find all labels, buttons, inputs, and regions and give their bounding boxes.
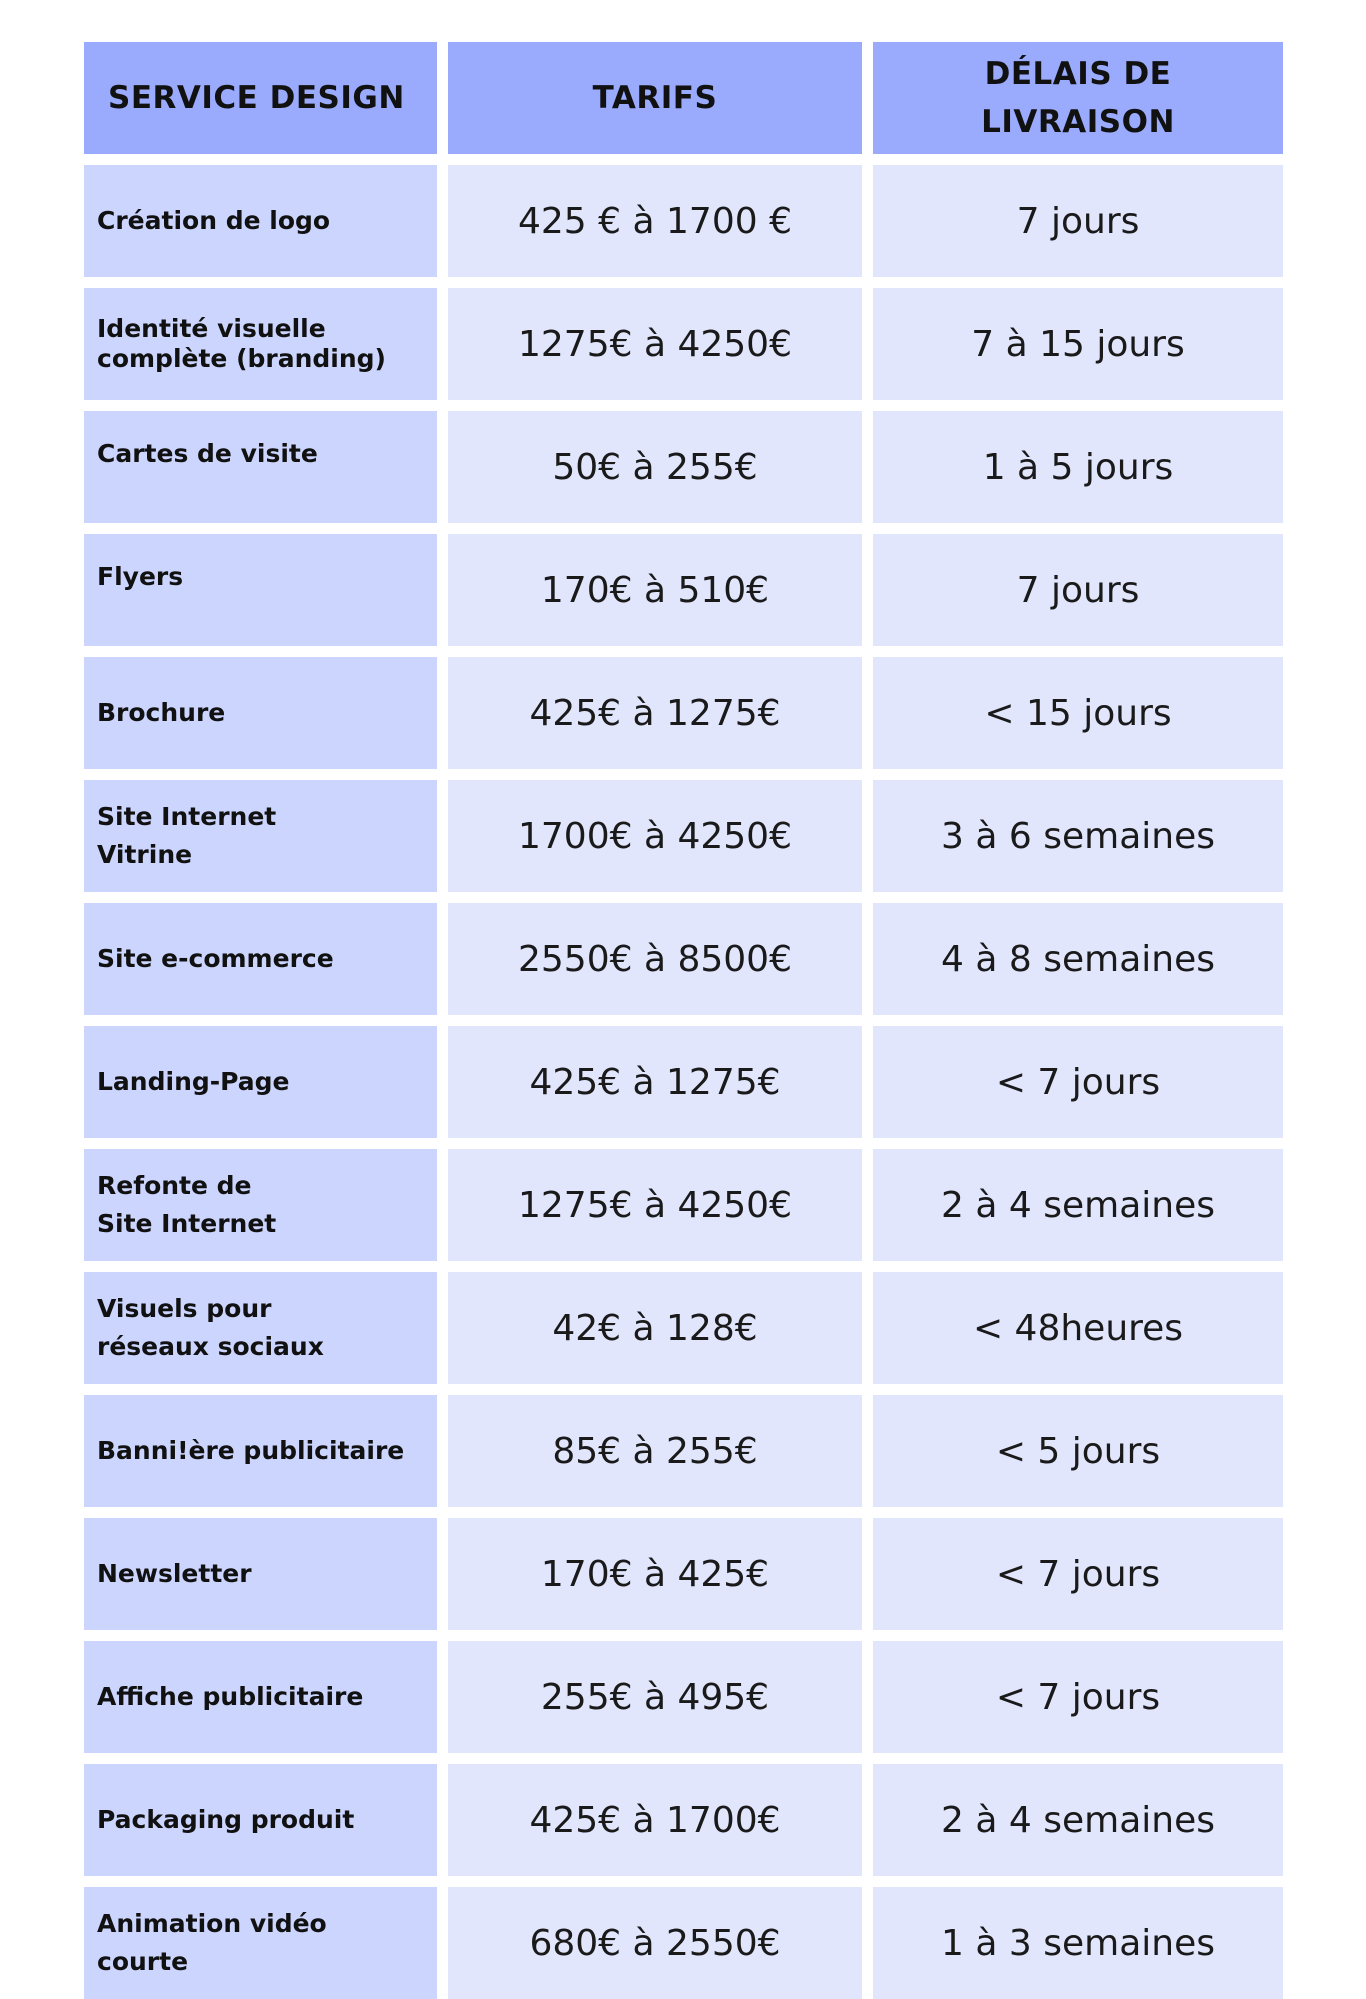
delivery-cell xyxy=(873,1149,1283,1261)
service-cell xyxy=(84,1395,437,1507)
service-cell xyxy=(84,1518,437,1630)
price-cell xyxy=(448,165,862,277)
price-value: 680€ à 2550€ xyxy=(529,1922,781,1964)
delivery-cell xyxy=(873,1518,1283,1630)
delivery-cell xyxy=(873,1887,1283,1999)
delivery-cell xyxy=(873,780,1283,892)
delivery-cell xyxy=(873,411,1283,523)
price-cell xyxy=(448,1272,862,1384)
delivery-cell xyxy=(873,1272,1283,1384)
price-cell xyxy=(448,1641,862,1753)
delivery-cell xyxy=(873,288,1283,400)
service-cell xyxy=(84,288,437,400)
delivery-value: 7 à 15 jours xyxy=(971,323,1185,365)
delivery-cell xyxy=(873,1764,1283,1876)
service-cell xyxy=(84,1887,437,1999)
delivery-cell xyxy=(873,657,1283,769)
delivery-cell xyxy=(873,1026,1283,1138)
price-value: 425€ à 1275€ xyxy=(529,692,781,734)
service-cell xyxy=(84,165,437,277)
delivery-value: 1 à 3 semaines xyxy=(941,1922,1215,1964)
service-name: Site Internet Vitrine xyxy=(97,802,277,869)
service-name: Flyers xyxy=(97,562,184,591)
delivery-value: 1 à 5 jours xyxy=(982,446,1174,488)
delivery-cell xyxy=(873,903,1283,1015)
service-cell xyxy=(84,1272,437,1384)
price-cell xyxy=(448,1887,862,1999)
price-value: 425 € à 1700 € xyxy=(518,200,792,242)
price-cell xyxy=(448,288,862,400)
delivery-value: < 7 jours xyxy=(995,1553,1161,1595)
price-value: 425€ à 1700€ xyxy=(529,1799,781,1841)
price-value: 170€ à 510€ xyxy=(540,569,770,611)
service-name: Affiche publicitaire xyxy=(97,1682,364,1711)
header-delais xyxy=(873,42,1283,154)
price-value: 85€ à 255€ xyxy=(552,1430,758,1472)
delivery-cell xyxy=(873,534,1283,646)
delivery-value: < 5 jours xyxy=(995,1430,1161,1472)
service-name: Packaging produit xyxy=(97,1805,355,1834)
price-cell xyxy=(448,1149,862,1261)
service-name: Brochure xyxy=(97,698,226,727)
delivery-value: 4 à 8 semaines xyxy=(941,938,1215,980)
price-cell xyxy=(448,1518,862,1630)
delivery-value: 3 à 6 semaines xyxy=(941,815,1215,857)
service-cell xyxy=(84,1026,437,1138)
delivery-value: 7 jours xyxy=(1016,200,1140,242)
service-name: Cartes de visite xyxy=(97,439,318,468)
delivery-value: < 7 jours xyxy=(995,1061,1161,1103)
service-cell xyxy=(84,1641,437,1753)
service-name: Refonte de Site Internet xyxy=(97,1171,277,1238)
service-cell xyxy=(84,780,437,892)
price-cell xyxy=(448,657,862,769)
price-cell xyxy=(448,1764,862,1876)
price-value: 1275€ à 4250€ xyxy=(518,1184,792,1226)
price-cell xyxy=(448,1395,862,1507)
service-name: Animation vidéo courte xyxy=(97,1909,327,1976)
price-value: 425€ à 1275€ xyxy=(529,1061,781,1103)
header-price-label: TARIFS xyxy=(592,80,718,116)
service-cell xyxy=(84,534,437,646)
price-cell xyxy=(448,411,862,523)
header-tarifs xyxy=(448,42,862,154)
service-cell xyxy=(84,657,437,769)
service-cell xyxy=(84,903,437,1015)
delivery-value: < 7 jours xyxy=(995,1676,1161,1718)
header-service-label: SERVICE DESIGN xyxy=(108,80,405,116)
service-name: Création de logo xyxy=(97,206,331,235)
price-cell xyxy=(448,903,862,1015)
delivery-cell xyxy=(873,1641,1283,1753)
service-cell xyxy=(84,411,437,523)
service-cell xyxy=(84,1149,437,1261)
price-cell xyxy=(448,1026,862,1138)
delivery-value: 2 à 4 semaines xyxy=(941,1184,1215,1226)
price-cell xyxy=(448,780,862,892)
price-value: 170€ à 425€ xyxy=(540,1553,770,1595)
service-name: Visuels pour réseaux sociaux xyxy=(97,1294,324,1361)
delivery-value: 2 à 4 semaines xyxy=(941,1799,1215,1841)
service-name: Landing-Page xyxy=(97,1067,290,1096)
delivery-value: 7 jours xyxy=(1016,569,1140,611)
service-name: Newsletter xyxy=(97,1559,252,1588)
price-value: 1275€ à 4250€ xyxy=(518,323,792,365)
delivery-value: < 48heures xyxy=(972,1307,1184,1349)
price-value: 1700€ à 4250€ xyxy=(518,815,792,857)
pricing-table xyxy=(84,42,1283,1999)
delivery-value: < 15 jours xyxy=(984,692,1172,734)
service-name: Banni!ère publicitaire xyxy=(97,1436,405,1465)
price-value: 2550€ à 8500€ xyxy=(518,938,792,980)
service-name: Site e-commerce xyxy=(97,944,334,973)
price-value: 42€ à 128€ xyxy=(552,1307,758,1349)
service-cell xyxy=(84,1764,437,1876)
price-value: 255€ à 495€ xyxy=(540,1676,770,1718)
delivery-cell xyxy=(873,165,1283,277)
header-service-design xyxy=(84,42,437,154)
header-delivery-label: DÉLAIS DE LIVRAISON xyxy=(981,56,1175,140)
price-cell xyxy=(448,534,862,646)
service-name: Identité visuelle complète (branding) xyxy=(97,314,386,373)
delivery-cell xyxy=(873,1395,1283,1507)
price-value: 50€ à 255€ xyxy=(552,446,758,488)
